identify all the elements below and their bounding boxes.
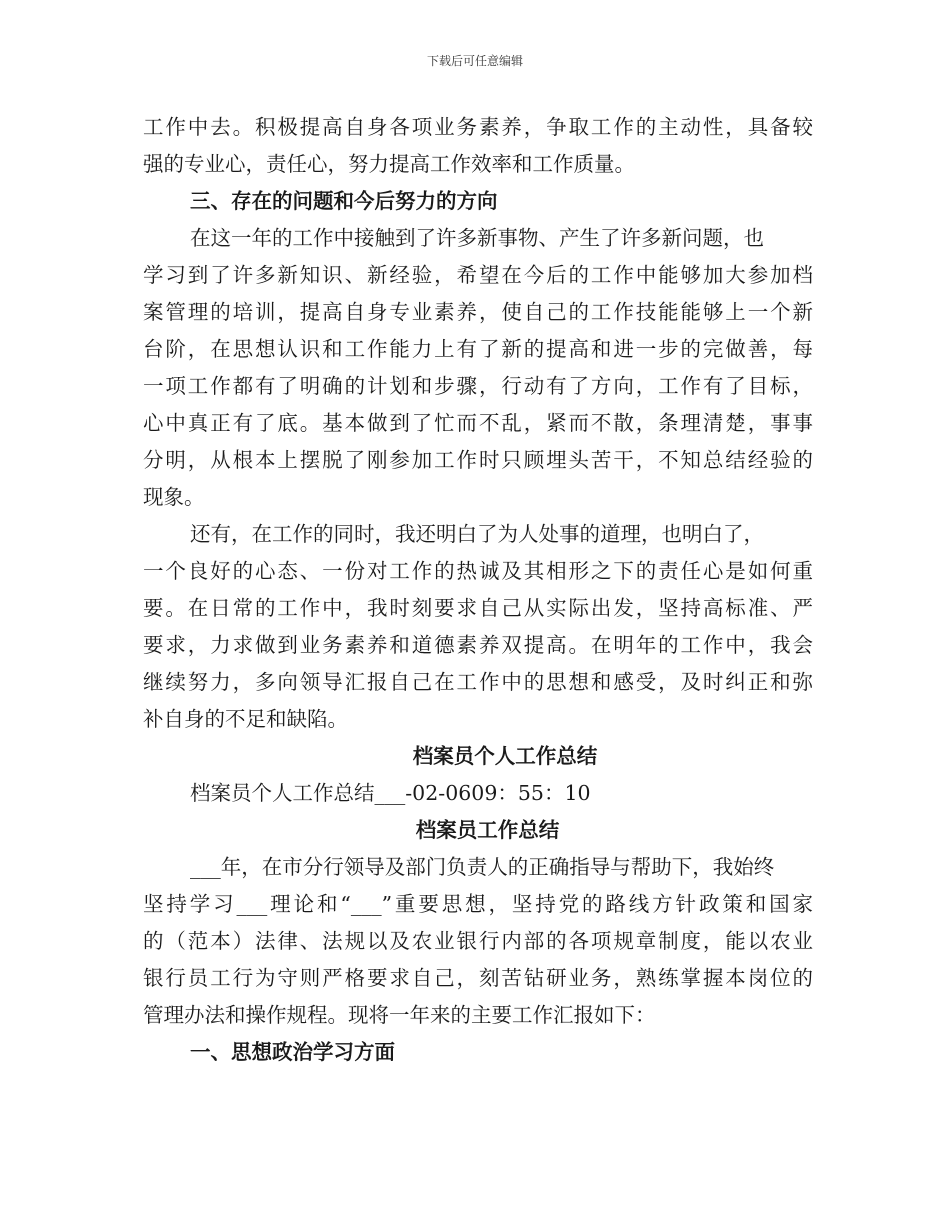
paragraph-line: 的（范本）法律、法规以及农业银行内部的各项规章制度，能以农业 [143, 929, 813, 953]
document-title: 档案员个人工作总结 [412, 744, 598, 768]
paragraph-line: 补自身的不足和缺陷。 [143, 707, 348, 731]
section-heading-3: 三、存在的问题和今后努力的方向 [190, 189, 498, 213]
paragraph-line: 心中真正有了底。基本做到了忙而不乱，紧而不散，条理清楚，事事 [143, 411, 813, 435]
paragraph-line: 台阶，在思想认识和工作能力上有了新的提高和进一步的完做善，每 [143, 337, 813, 361]
paragraph-line: 管理办法和操作规程。现将一年来的主要工作汇报如下： [143, 1003, 656, 1027]
paragraph-line: 还有，在工作的同时，我还明白了为人处事的道理，也明白了， [190, 522, 764, 546]
paragraph-line: 现象。 [143, 485, 205, 509]
paragraph-line: 继续努力，多向领导汇报自己在工作中的思想和感受，及时纠正和弥 [143, 670, 813, 694]
paragraph-line: 要求，力求做到业务素养和道德素养双提高。在明年的工作中，我会 [143, 633, 813, 657]
meta-line: 档案员个人工作总结___-02-0609：55：10 [190, 781, 591, 805]
paragraph-line: 工作中去。积极提高自身各项业务素养，争取工作的主动性，具备较 [143, 115, 813, 139]
page-header: 下载后可任意编辑 [426, 54, 523, 68]
document-subtitle: 档案员工作总结 [415, 818, 560, 842]
paragraph-line: 在这一年的工作中接触到了许多新事物、产生了许多新问题，也 [190, 226, 764, 250]
paragraph-line: 一个良好的心态、一份对工作的热诚及其相形之下的责任心是如何重 [143, 559, 813, 583]
paragraph-line: 案管理的培训，提高自身专业素养，使自己的工作技能能够上一个新 [143, 300, 813, 324]
paragraph-line: 强的专业心，责任心，努力提高工作效率和工作质量。 [143, 152, 635, 176]
paragraph-line: 坚持学习___理论和“___”重要思想，坚持党的路线方针政策和国家 [143, 892, 813, 916]
paragraph-line: 学习到了许多新知识、新经验，希望在今后的工作中能够加大参加档 [143, 263, 813, 287]
paragraph-line: 银行员工行为守则严格要求自己，刻苦钻研业务，熟练掌握本岗位的 [143, 966, 813, 990]
section-heading-1: 一、思想政治学习方面 [190, 1040, 395, 1064]
paragraph-line: ___年，在市分行领导及部门负责人的正确指导与帮助下，我始终 [190, 855, 775, 879]
paragraph-line: 一项工作都有了明确的计划和步骤，行动有了方向，工作有了目标， [143, 374, 813, 398]
paragraph-line: 分明，从根本上摆脱了刚参加工作时只顾埋头苦干，不知总结经验的 [143, 448, 813, 472]
paragraph-line: 要。在日常的工作中，我时刻要求自己从实际出发，坚持高标准、严 [143, 596, 813, 620]
